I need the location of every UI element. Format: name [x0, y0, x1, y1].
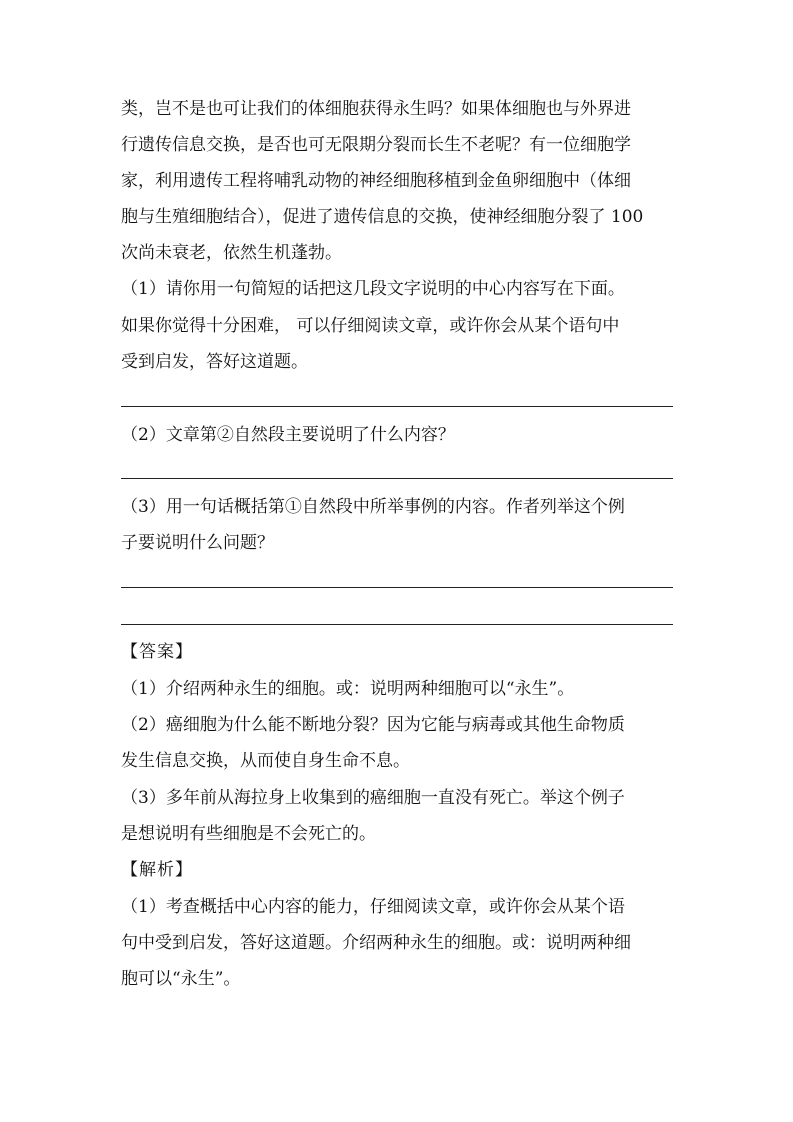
question-2-line: （2）文章第②自然段主要说明了什么内容？ [121, 425, 455, 445]
answer-blank-line [121, 624, 673, 625]
answer-line: 是想说明有些细胞是不会死亡的。 [121, 824, 376, 844]
question-1-line: 如果你觉得十分困难， 可以仔细阅读文章，或许你会从某个语句中 [121, 316, 620, 336]
question-3-line: （3）用一句话概括第①自然段中所举事例的内容。作者列举这个例 [121, 497, 625, 517]
answer-blank-line [121, 478, 673, 479]
passage-line: 次尚未衰老，依然生机蓬勃。 [121, 243, 342, 263]
passage-line: 类，岂不是也可让我们的体细胞获得永生吗？如果体细胞也与外界进 [121, 99, 631, 119]
answer-blank-line [121, 406, 673, 407]
answer-blank-line [121, 587, 673, 588]
question-1-line: 受到启发，答好这道题。 [121, 352, 308, 372]
question-3-line: 子要说明什么问题？ [121, 533, 274, 553]
passage-line: 行遗传信息交换，是否也可无限期分裂而长生不老呢？有一位细胞学 [121, 135, 631, 155]
question-1-line: （1）请你用一句简短的话把这几段文字说明的中心内容写在下面。 [121, 279, 625, 299]
analysis-line: （1）考查概括中心内容的能力，仔细阅读文章，或许你会从某个语 [121, 897, 625, 917]
answer-line: （1）介绍两种永生的细胞。或：说明两种细胞可以“永生”。 [121, 679, 575, 699]
passage-line: 家，利用遗传工程将哺乳动物的神经细胞移植到金鱼卵细胞中（体细 [121, 171, 631, 191]
passage-line: 胞与生殖细胞结合），促进了遗传信息的交换，使神经细胞分裂了 100 [121, 207, 644, 227]
answer-line: 发生信息交换，从而使自身生命不息。 [121, 751, 410, 771]
answer-line: （3）多年前从海拉身上收集到的癌细胞一直没有死亡。举这个例子 [121, 788, 625, 808]
analysis-line: 句中受到启发，答好这道题。介绍两种永生的细胞。或：说明两种细 [121, 933, 631, 953]
analysis-heading: 【解析】 [121, 860, 193, 880]
answer-heading: 【答案】 [121, 642, 193, 662]
analysis-line: 胞可以“永生”。 [121, 969, 241, 989]
answer-line: （2）癌细胞为什么能不断地分裂？因为它能与病毒或其他生命物质 [121, 715, 625, 735]
